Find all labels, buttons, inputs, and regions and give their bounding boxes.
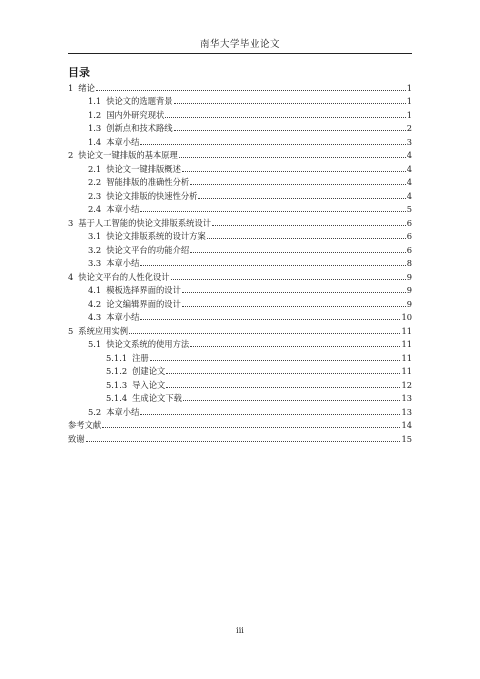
- toc-dot-leader: [129, 333, 400, 334]
- toc-entry-number: 4: [68, 271, 74, 282]
- toc-entry-page: 15: [401, 433, 412, 444]
- toc-entry-page: 6: [406, 231, 412, 241]
- toc-entry[interactable]: [68, 350, 412, 364]
- toc-entry-title: 基于人工智能的快论文排版系统设计: [78, 217, 212, 228]
- toc-entry-page: 10: [401, 312, 412, 322]
- toc-entry[interactable]: [68, 94, 412, 108]
- toc-entry[interactable]: [68, 431, 412, 445]
- toc-entry-number: 3.3: [88, 258, 102, 268]
- toc-entry-title: 快论文系统的使用方法: [106, 339, 190, 349]
- toc-dot-leader: [198, 198, 405, 199]
- page-number: iii: [236, 626, 244, 635]
- toc-entry-title: 快论文平台的功能介绍: [106, 244, 190, 255]
- toc-entry-page: 11: [401, 352, 412, 363]
- toc-dot-leader: [171, 279, 406, 280]
- toc-entry[interactable]: [68, 310, 412, 324]
- toc-entry-title: 论文编辑界面的设计: [106, 298, 181, 309]
- toc-entry-page: 1: [406, 109, 412, 120]
- toc-entry-number: 5.1.2: [106, 366, 128, 376]
- toc-dot-leader: [182, 292, 406, 293]
- toc-entry-page: 4: [406, 177, 412, 187]
- toc-entry-page: 8: [406, 258, 412, 268]
- toc-entry-page: 11: [401, 366, 412, 376]
- toc-entry-number: 5.1: [88, 339, 102, 349]
- toc-entry-title: 本章小结: [106, 204, 140, 214]
- toc-entry[interactable]: [68, 269, 412, 283]
- toc-entry-page: 6: [406, 244, 412, 255]
- toc-entry-title: 注册: [132, 352, 149, 363]
- toc-entry[interactable]: [68, 188, 412, 202]
- toc-entry[interactable]: [68, 242, 412, 256]
- toc-dot-leader: [140, 265, 405, 266]
- toc-entry-title: 快论文一键排版概述: [106, 163, 181, 174]
- toc-entry-title: 智能排版的准确性分析: [106, 177, 190, 187]
- toc-entry-page: 9: [406, 271, 412, 282]
- toc-dot-leader: [174, 103, 406, 104]
- toc-dot-leader: [190, 346, 400, 347]
- toc-entry-page: 2: [406, 123, 412, 133]
- toc-entry-number: 2: [68, 150, 74, 160]
- toc-entry-number: 5.2: [88, 406, 102, 417]
- toc-entry[interactable]: [68, 229, 412, 243]
- toc-entry-number: 1.4: [88, 136, 102, 147]
- toc-entry-page: 6: [406, 217, 412, 228]
- toc-entry-number: 3: [68, 217, 74, 228]
- toc-dot-leader: [102, 427, 400, 428]
- toc-entry-number: 4.3: [88, 312, 102, 322]
- toc-entry[interactable]: [68, 107, 412, 121]
- toc-entry-title: 快论文一键排版的基本原理: [78, 150, 178, 160]
- toc-entry-page: 1: [406, 82, 412, 93]
- toc-entry-title: 本章小结: [106, 406, 140, 417]
- toc-dot-leader: [182, 306, 406, 307]
- toc-entry-page: 14: [401, 420, 412, 430]
- toc-dot-leader: [150, 360, 401, 361]
- toc-entry-title: 创新点和技术路线: [106, 123, 173, 133]
- toc-entry-number: 2.3: [88, 190, 102, 201]
- toc-entry-page: 11: [401, 339, 412, 349]
- toc-entry-number: 5.1.1: [106, 352, 128, 363]
- toc-entry[interactable]: [68, 148, 412, 162]
- table-of-contents: [68, 80, 412, 445]
- toc-entry[interactable]: [68, 283, 412, 297]
- toc-dot-leader: [86, 441, 401, 442]
- toc-entry-number: 1.2: [88, 109, 102, 120]
- toc-entry-page: 9: [406, 298, 412, 309]
- toc-entry-title: 快论文的选题背景: [106, 96, 173, 106]
- toc-entry-page: 13: [401, 393, 412, 403]
- toc-entry[interactable]: [68, 161, 412, 175]
- toc-entry-number: 1.1: [88, 96, 102, 106]
- toc-dot-leader: [190, 184, 406, 185]
- toc-dot-leader: [166, 373, 400, 374]
- toc-entry-page: 3: [406, 136, 412, 147]
- toc-dot-leader: [140, 414, 400, 415]
- toc-entry-title: 模板选择界面的设计: [106, 285, 181, 295]
- toc-dot-leader: [165, 117, 405, 118]
- toc-entry-title: 绪论: [78, 82, 95, 93]
- toc-entry-title: 参考文献: [68, 420, 102, 430]
- toc-entry-number: 4.1: [88, 285, 102, 295]
- running-header: 南华大学毕业论文: [68, 36, 412, 54]
- toc-entry[interactable]: [68, 323, 412, 337]
- toc-entry-title: 本章小结: [106, 258, 140, 268]
- toc-entry-number: 5.1.3: [106, 379, 128, 390]
- toc-entry-title: 快论文排版的快速性分析: [106, 190, 198, 201]
- toc-dot-leader: [212, 225, 406, 226]
- toc-entry-title: 生成论文下载: [132, 393, 182, 403]
- toc-entry-page: 13: [401, 406, 412, 417]
- toc-entry-page: 4: [406, 190, 412, 201]
- toc-entry-number: 5: [68, 325, 74, 336]
- toc-dot-leader: [207, 238, 406, 239]
- toc-entry-number: 3.2: [88, 244, 102, 255]
- toc-entry-title: 本章小结: [106, 312, 140, 322]
- toc-entry-page: 9: [406, 285, 412, 295]
- toc-entry[interactable]: [68, 121, 412, 135]
- toc-dot-leader: [183, 400, 401, 401]
- toc-entry-number: 1.3: [88, 123, 102, 133]
- toc-entry-title: 快论文排版系统的设计方案: [106, 231, 206, 241]
- toc-dot-leader: [179, 157, 406, 158]
- toc-entry-title: 快论文平台的人性化设计: [78, 271, 170, 282]
- toc-title: 目录: [68, 66, 90, 79]
- toc-entry-page: 5: [406, 204, 412, 214]
- toc-entry-title: 创建论文: [132, 366, 166, 376]
- toc-entry[interactable]: [68, 337, 412, 351]
- toc-entry-title: 国内外研究现状: [106, 109, 165, 120]
- toc-entry-number: 4.2: [88, 298, 102, 309]
- toc-entry-number: 2.4: [88, 204, 102, 214]
- toc-entry-page: 1: [406, 96, 412, 106]
- toc-entry[interactable]: [68, 175, 412, 189]
- toc-dot-leader: [96, 90, 406, 91]
- toc-dot-leader: [190, 252, 406, 253]
- toc-entry-title: 致谢: [68, 433, 85, 444]
- toc-entry[interactable]: [68, 215, 412, 229]
- toc-entry-title: 导入论文: [132, 379, 166, 390]
- toc-entry[interactable]: [68, 377, 412, 391]
- toc-entry[interactable]: [68, 404, 412, 418]
- toc-entry[interactable]: [68, 256, 412, 270]
- toc-entry-number: 3.1: [88, 231, 102, 241]
- toc-entry-page: 12: [401, 379, 412, 390]
- toc-dot-leader: [140, 319, 400, 320]
- toc-entry[interactable]: [68, 202, 412, 216]
- toc-dot-leader: [140, 144, 405, 145]
- toc-entry[interactable]: [68, 418, 412, 432]
- toc-entry-page: 4: [406, 150, 412, 160]
- toc-entry[interactable]: [68, 80, 412, 94]
- toc-entry-page: 4: [406, 163, 412, 174]
- toc-dot-leader: [140, 211, 405, 212]
- toc-entry[interactable]: [68, 296, 412, 310]
- toc-entry[interactable]: [68, 364, 412, 378]
- toc-dot-leader: [174, 130, 406, 131]
- toc-entry-title: 本章小结: [106, 136, 140, 147]
- toc-entry-title: 系统应用实例: [78, 325, 129, 336]
- toc-dot-leader: [182, 171, 406, 172]
- toc-entry[interactable]: [68, 391, 412, 405]
- toc-entry-number: 2.1: [88, 163, 102, 174]
- toc-entry-number: 1: [68, 82, 74, 93]
- toc-entry[interactable]: [68, 134, 412, 148]
- toc-dot-leader: [166, 387, 400, 388]
- toc-entry-number: 2.2: [88, 177, 102, 187]
- toc-entry-number: 5.1.4: [106, 393, 128, 403]
- toc-entry-page: 11: [401, 325, 412, 336]
